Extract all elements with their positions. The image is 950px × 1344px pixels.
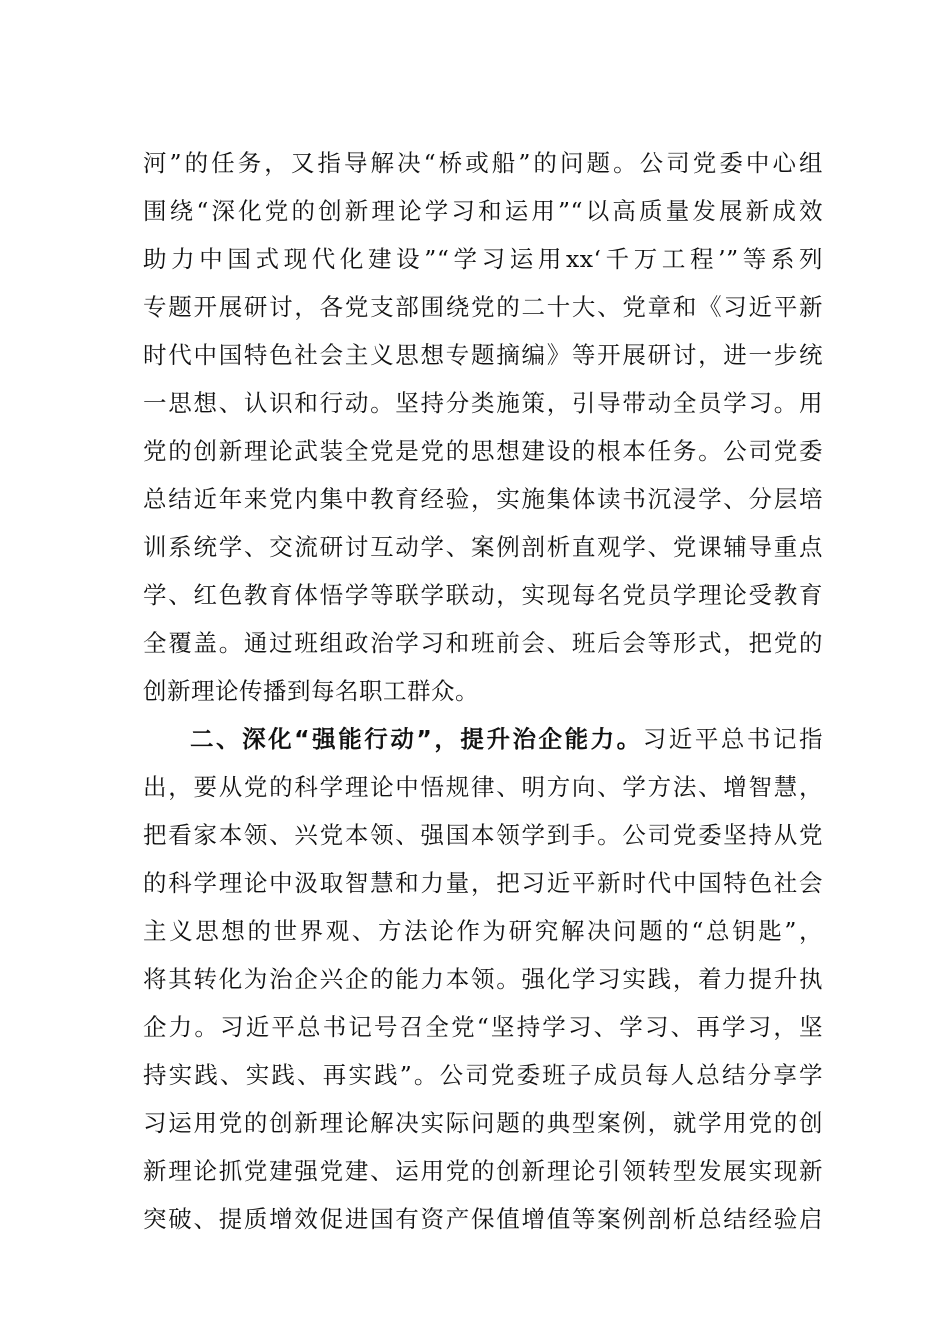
text-line: 突破、提质增效促进国有资产保值增值等案例剖析总结经验启 — [143, 1205, 823, 1233]
text-line: 围绕“深化党的创新理论学习和运用”“以高质量发展新成效 — [143, 197, 823, 225]
text-line: 助力中国式现代化建设”“学习运用xx‘千万工程’”等系列 — [143, 245, 823, 273]
text-line: 习运用党的创新理论解决实际问题的典型案例，就学用党的创 — [143, 1109, 823, 1137]
text-line: 学、红色教育体悟学等联学联动，实现每名党员学理论受教育 — [143, 581, 823, 609]
text-line: 河”的任务，又指导解决“桥或船”的问题。公司党委中心组 — [143, 149, 823, 177]
text-line: 出，要从党的科学理论中悟规律、明方向、学方法、增智慧， — [143, 773, 823, 801]
section-heading: 二、深化“强能行动”，提升治企能力。 — [190, 725, 643, 753]
text-line: 专题开展研讨，各党支部围绕党的二十大、党章和《习近平新 — [143, 293, 823, 321]
text-line: 总结近年来党内集中教育经验，实施集体读书沉浸学、分层培 — [143, 485, 823, 513]
text-line: 全覆盖。通过班组政治学习和班前会、班后会等形式，把党的 — [143, 629, 823, 657]
text-line: 持实践、实践、再实践”。公司党委班子成员每人总结分享学 — [143, 1061, 823, 1089]
text-line: 一思想、认识和行动。坚持分类施策，引导带动全员学习。用 — [143, 389, 823, 417]
text-line: 的科学理论中汲取智慧和力量，把习近平新时代中国特色社会 — [143, 869, 823, 897]
text-line: 企力。习近平总书记号召全党“坚持学习、学习、再学习，坚 — [143, 1013, 823, 1041]
text-line: 将其转化为治企兴企的能力本领。强化学习实践，着力提升执 — [143, 965, 823, 993]
text-line: 新理论抓党建强党建、运用党的创新理论引领转型发展实现新 — [143, 1157, 823, 1185]
text-line — [190, 719, 823, 759]
text-line: 把看家本领、兴党本领、强国本领学到手。公司党委坚持从党 — [143, 821, 823, 849]
heading-line-rest: 习近平总书记指 — [642, 725, 824, 753]
text-line: 主义思想的世界观、方法论作为研究解决问题的“总钥匙”， — [143, 917, 823, 945]
text-line: 创新理论传播到每名职工群众。 — [143, 677, 479, 705]
text-line: 党的创新理论武装全党是党的思想建设的根本任务。公司党委 — [143, 437, 823, 465]
text-line: 训系统学、交流研讨互动学、案例剖析直观学、党课辅导重点 — [143, 533, 823, 561]
text-line: 时代中国特色社会主义思想专题摘编》等开展研讨，进一步统 — [143, 341, 823, 369]
